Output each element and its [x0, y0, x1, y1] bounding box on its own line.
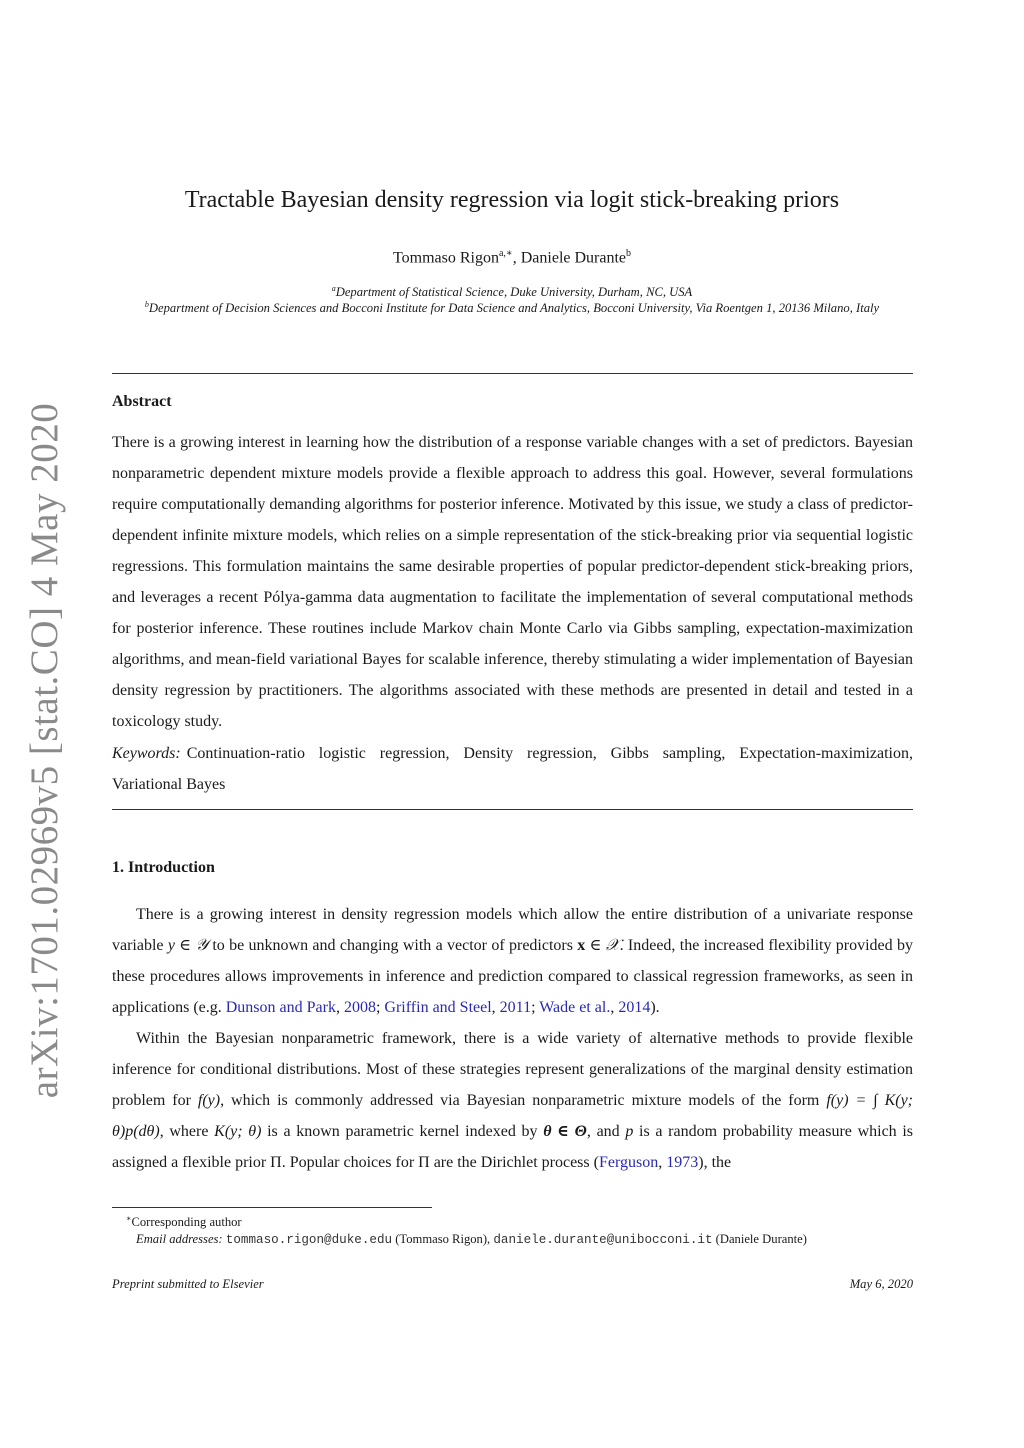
citation-year-2011[interactable]: 2011	[499, 999, 532, 1016]
footnotes	[112, 1210, 913, 1249]
keywords-list: Continuation-ratio logistic regression, Density regression, Gibbs sampling, Expectation-maximization, Variational Bayes	[112, 745, 913, 793]
abstract-top-rule	[112, 373, 913, 374]
math-in: ∈	[585, 937, 606, 954]
author-list	[0, 242, 1024, 270]
text-run: is a known parametric kernel indexed by	[261, 1123, 544, 1140]
text-run: . Popular choices for	[281, 1154, 419, 1171]
math-in: ∈	[174, 937, 196, 954]
arxiv-side-stamp	[16, 402, 74, 1098]
math-mixture-equation: f(y) = ∫ K(y; θ)p(dθ)	[112, 1092, 913, 1140]
section-heading: 1. Introduction	[112, 859, 215, 876]
citation-year-2014[interactable]: 2014	[618, 999, 651, 1016]
footnote-emails	[112, 1231, 913, 1249]
text-run: , where	[159, 1123, 215, 1140]
author-affiliation-mark: a,∗	[498, 248, 513, 259]
keywords	[112, 738, 913, 800]
author-name: Tommaso Rigon	[392, 249, 499, 267]
footnote-rule	[112, 1207, 432, 1208]
paper-title: Tractable Bayesian density regression via logit stick-breaking priors	[184, 187, 840, 213]
text-run: , which is commonly addressed via Bayesian nonparametric mixture models of the form	[220, 1092, 827, 1109]
affiliation-b	[0, 296, 1024, 317]
citation-griffin-steel[interactable]: Griffin and Steel	[384, 999, 492, 1016]
text-run: are the Dirichlet process (	[429, 1154, 599, 1171]
author-separator: ,	[512, 249, 521, 267]
text-run: is a random probability measure which is assigned a flexible prior	[112, 1123, 914, 1171]
citation-year-2008[interactable]: 2008	[343, 999, 376, 1016]
footnote-corresponding	[112, 1210, 913, 1231]
intro-paragraph-2: Within the Bayesian nonparametric framework, there is a wide variety of alternative methods to provide flexible inference for conditional distributions. Most of these strategies represent generalizations of the marginal density estimation problem for f(y), which is commonly addressed via Bayesian nonparametric mixture models of the form f(y) = ∫ K(y; θ)p(dθ), where K(y; θ) is a known parametric kernel indexed by θ ∈ Θ, and p is a random probability measure which is assigned a flexible prior Π. Popular choices for Π are the Dirichlet process (Ferguson, 1973), the	[112, 1030, 914, 1171]
email-owner: (Daniele Durante)	[715, 1232, 807, 1247]
footer-date: May 6, 2020	[849, 1277, 913, 1291]
math-f-y: f(y)	[197, 1092, 221, 1109]
email-label: Email addresses:	[136, 1232, 223, 1247]
math-theta: θ ∈ Θ	[543, 1123, 587, 1140]
author-name: Daniele Durante	[520, 249, 627, 267]
math-y: y	[167, 937, 175, 954]
text-run: ).	[650, 999, 660, 1016]
abstract-heading: Abstract	[112, 393, 172, 410]
text-run: There is a growing interest in density regression models which allow the entire distribution of a univariate response variable	[112, 906, 913, 954]
citation-year-1973[interactable]: 1973	[666, 1154, 699, 1171]
affiliation-mark: a	[331, 284, 336, 293]
text-run: Within the Bayesian nonparametric framework, there is a wide variety of alternative methods to provide flexible inference for conditional distributions. Most of these strategies represent generalizations of the marginal density estimation problem for	[112, 1030, 913, 1109]
email-link-durante[interactable]: daniele.durante@unibocconi.it	[493, 1233, 713, 1248]
math-Y-space: 𝒴	[195, 937, 209, 954]
introduction-body	[112, 899, 913, 1178]
abstract-body: There is a growing interest in learning how the distribution of a response variable changes with a set of predictors. Bayesian nonparametric dependent mixture models provide a flexible approach to address this goal. However, several formulations require computationally demanding algorithms for posterior inference. Motivated by this issue, we study a class of predictor-dependent infinite mixture models, which relies on a simple representation of the stick-breaking prior via sequential logistic regressions. This formulation maintains the same desirable properties of popular predictor-dependent stick-breaking priors, and leverages a recent Pólya-gamma data augmentation to facilitate the implementation of several computational methods for posterior inference. These routines include Markov chain Monte Carlo via Gibbs sampling, expectation-maximization algorithms, and mean-field variational Bayes for scalable inference, thereby stimulating a wider implementation of Bayesian density regression by practitioners. The algorithms associated with these methods are presented in detail and tested in a toxicology study.	[112, 434, 913, 730]
text-run: ), the	[698, 1154, 732, 1171]
math-kernel: K(y; θ)	[214, 1123, 262, 1140]
affiliation-text: Department of Statistical Science, Duke University, Durham, NC, USA	[335, 285, 693, 300]
footnote-text: Corresponding author	[131, 1215, 242, 1230]
arxiv-identifier: arXiv:1701.02969v5 [stat.CO] 4 May 2020	[23, 402, 67, 1098]
email-link-rigon[interactable]: tommaso.rigon@duke.edu	[225, 1233, 393, 1248]
math-x: x	[577, 937, 586, 954]
footnote-mark: ∗	[126, 1214, 132, 1223]
math-p: p	[625, 1123, 634, 1140]
text-run: . Indeed, the increased flexibility provided by these procedures allows improvements in inference and prediction compared to classical regression frameworks, as seen in applications (e.g.	[112, 937, 913, 1016]
text-run: to be unknown and changing with a vector of predictors	[208, 937, 578, 954]
keywords-label: Keywords:	[112, 745, 181, 762]
citation-ferguson[interactable]: Ferguson	[598, 1154, 659, 1171]
citation-wade[interactable]: Wade et al.	[539, 999, 611, 1016]
math-Pi: Π	[270, 1154, 282, 1171]
author-affiliation-mark: b	[626, 248, 632, 259]
math-X-space: 𝒳	[605, 937, 620, 954]
text-run: , and	[586, 1123, 626, 1140]
citation-dunson-park[interactable]: Dunson and Park	[225, 999, 336, 1016]
abstract-bottom-rule	[112, 809, 913, 810]
intro-paragraph-1: There is a growing interest in density regression models which allow the entire distribution of a univariate response variable y ∈ 𝒴 to be unknown and changing with a vector of predictors x ∈ 𝒳. Indeed, the increased flexibility provided by these procedures allows improvements in inference and prediction compared to classical regression frameworks, as seen in applications (e.g. Dunson and Park, 2008; Griffin and Steel, 2011; Wade et al., 2014).	[112, 906, 913, 1016]
affiliation-text: Department of Decision Sciences and Bocconi Institute for Data Science and Analytics, Bocconi University, Via Roentgen 1, 20136 Milano, Italy	[148, 301, 880, 316]
footer-preprint-note: Preprint submitted to Elsevier	[112, 1277, 264, 1291]
affiliation-mark: b	[144, 300, 149, 309]
math-Pi: Π	[418, 1154, 430, 1171]
email-owner: (Tommaso Rigon),	[395, 1232, 491, 1247]
